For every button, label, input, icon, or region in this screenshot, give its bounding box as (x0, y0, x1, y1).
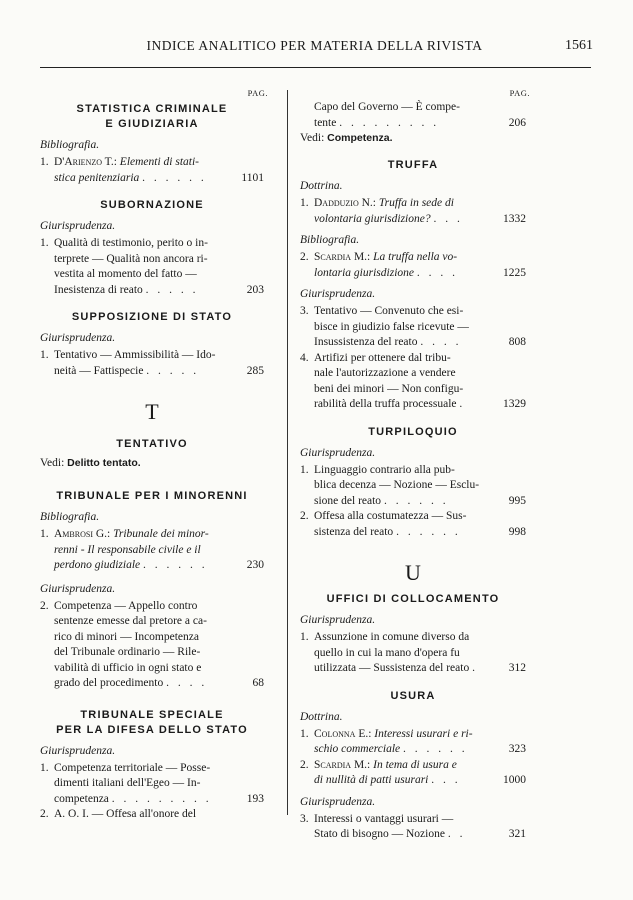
entry-text: Insussistenza del reato (314, 336, 418, 348)
entry-text: Interessi usurari e ri- (374, 727, 473, 740)
index-entry (300, 463, 526, 510)
entry-text: Linguaggio contrario alla pub- (314, 463, 455, 476)
subheading: Giurisprudenza. (40, 744, 116, 757)
leader-dots: . . . . . . (383, 494, 449, 507)
entry-text: sentenze emesse dal pretore a ca- (54, 615, 207, 627)
entry-text: Capo del Governo — È compe- (314, 101, 460, 113)
see-also-ref: Competenza. (327, 132, 393, 144)
entry-number: 2. (40, 808, 49, 820)
page-ref: 1329 (503, 398, 526, 410)
entry-text: A. O. I. — Offesa all'onore del (54, 808, 197, 820)
subheading: Giurisprudenza. (40, 582, 116, 595)
entry-text: quello in cui la mano d'opera fu (314, 646, 460, 659)
entry-text: vabilità di ufficio in ogni stato e (54, 661, 202, 674)
leader-dots: . . . (433, 212, 463, 225)
section-title (40, 708, 264, 738)
index-entry (300, 304, 526, 351)
pag-label: PAG. (247, 88, 268, 98)
leader-dots: . . . (431, 774, 461, 786)
entry-text: Inesistenza di reato (54, 283, 143, 296)
page-ref: 808 (508, 336, 526, 348)
leader-dots: . . . . (416, 266, 458, 279)
leader-dots: . . . . (166, 677, 208, 689)
subheading: Giurisprudenza. (300, 446, 376, 459)
entry-number: 2. (300, 758, 309, 771)
index-entry (40, 761, 264, 808)
index-entry (300, 727, 526, 758)
see-also-ref: Delitto tentato. (67, 457, 141, 469)
entry-text: sione del reato (314, 494, 382, 507)
page-ref: 193 (246, 792, 264, 805)
subheading: Giurisprudenza. (300, 614, 376, 626)
entry-text: nale l'autorizzazione a vendere (314, 367, 456, 379)
section-title-line: TRIBUNALE SPECIALE (80, 708, 224, 721)
page-ref: 1000 (503, 774, 526, 786)
section-title: SUBORNAZIONE (100, 199, 204, 211)
index-entry (300, 812, 526, 843)
entry-number: 1. (40, 156, 49, 168)
entry-text: di nullità di patti usurari (314, 774, 429, 786)
column-divider (287, 90, 288, 815)
entry-number: 1. (40, 761, 49, 774)
section-title: TRUFFA (387, 159, 439, 171)
page-ref: 1332 (503, 212, 526, 225)
subheading: Giurisprudenza. (40, 332, 116, 344)
leader-dots: . (472, 662, 478, 674)
page-ref: 312 (508, 662, 526, 674)
section-title (40, 102, 264, 132)
entry-text: In tema di usura e (373, 758, 457, 771)
section-title: UFFICI DI COLLOCAMENTO (326, 593, 500, 605)
entry-number: 4. (300, 351, 309, 364)
subheading: Giurisprudenza. (300, 288, 376, 300)
entry-author: Scardia M.: (314, 758, 371, 771)
entry-text: La truffa nella vo- (373, 251, 458, 263)
entry-author: D'Arienzo T.: (54, 156, 117, 168)
entry-text: Elementi di stati- (119, 156, 200, 168)
entry-text: Competenza territoriale — Posse- (54, 761, 211, 774)
leader-dots: . . . . . (145, 283, 199, 296)
entry-text: Artifizi per ottenere dal tribu- (314, 351, 451, 364)
index-entry (300, 351, 526, 413)
see-also (40, 456, 264, 471)
entry-text: vestita al momento del fatto — (54, 268, 197, 280)
header-rule (40, 67, 591, 68)
leader-dots: . . . . . . . . . (339, 116, 440, 129)
section-title: TRIBUNALE PER I MINORENNI (56, 490, 248, 502)
leader-dots: . . . . . . (403, 743, 468, 755)
letter-heading: U (405, 560, 421, 585)
entry-text: Truffa in sede di (378, 197, 454, 209)
index-entry (300, 509, 526, 540)
leader-dots: . . . . (420, 336, 462, 348)
subheading: Bibliografia. (40, 139, 100, 151)
entry-text: rabilità della truffa processuale (314, 398, 457, 410)
entry-text: neità — Fattispecie (54, 364, 144, 377)
entry-number: 1. (40, 237, 49, 249)
index-entry (300, 630, 526, 677)
entry-number: 2. (300, 510, 309, 522)
entry-text: beni dei minori — Non configu- (314, 382, 464, 395)
page-ref: 995 (508, 494, 526, 507)
subheading: Giurisprudenza. (300, 795, 376, 808)
leader-dots: . . . . . . (143, 559, 208, 571)
index-entry (300, 758, 526, 789)
page-header-title: INDICE ANALITICO PER MATERIA DELLA RIVISTA (146, 38, 483, 53)
entry-number: 3. (300, 305, 309, 317)
page-ref: 1101 (241, 171, 264, 184)
left-column (40, 88, 268, 823)
page-ref: 321 (508, 828, 526, 840)
see-also (300, 131, 526, 146)
entry-text: terprete — Qualità non ancora ri- (54, 252, 208, 265)
entry-number: 2. (40, 599, 49, 612)
index-entry (40, 236, 264, 298)
entry-text: Tribunale dei minor- (113, 528, 209, 540)
entry-text: schio commerciale (314, 743, 401, 755)
subheading: Dottrina. (300, 710, 343, 723)
letter-heading: T (145, 399, 159, 424)
index-entry-continued (300, 100, 526, 131)
entry-text: competenza (54, 792, 109, 805)
entry-text: Tentativo — Ammissibilità — Ido- (54, 349, 216, 361)
section-title-line: E GIUDIZIARIA (105, 118, 199, 130)
page-ref: 230 (246, 559, 264, 571)
entry-number: 1. (300, 197, 309, 209)
page-ref: 285 (246, 364, 264, 377)
section-title-line: STATISTICA CRIMINALE (76, 103, 228, 115)
index-entry (40, 527, 264, 574)
entry-text: Tentativo — Convenuto che esi- (314, 305, 464, 317)
leader-dots: . . . . . . . . . (111, 792, 212, 805)
page-ref: 68 (252, 677, 264, 689)
subheading: Bibliografia. (300, 234, 360, 246)
entry-text: rico di minori — Incompetenza (54, 630, 199, 643)
entry-text: renni - Il responsabile civile e il (54, 543, 201, 556)
entry-text: Assunzione in comune diverso da (314, 631, 470, 643)
entry-number: 1. (40, 349, 49, 361)
right-column (300, 88, 530, 843)
page-ref: 206 (508, 116, 526, 129)
leader-dots: . . . . . (146, 364, 200, 377)
entry-text: grado del procedimento (54, 677, 164, 689)
page-ref: 323 (508, 743, 526, 755)
entry-text: bisce in giudizio false ricevute — (314, 320, 469, 333)
entry-number: 2. (300, 251, 309, 263)
entry-number: 3. (300, 812, 309, 825)
leader-dots: . . (447, 828, 466, 840)
entry-text: tente (314, 116, 337, 129)
page-ref: 1225 (503, 266, 526, 279)
entry-text: stica penitenziaria (54, 171, 140, 184)
entry-number: 1. (300, 631, 309, 643)
entry-text: Qualità di testimonio, perito o in- (54, 237, 208, 249)
entry-author: Ambrosi G.: (54, 528, 111, 540)
pag-label: PAG. (509, 88, 530, 98)
section-title-line: PER LA DIFESA DELLO STATO (56, 723, 248, 736)
entry-number: 1. (40, 528, 49, 540)
leader-dots: . . . . . . (142, 171, 207, 184)
entry-text: del Tribunale ordinario — Rile- (54, 646, 201, 658)
section-title: TURPILOQUIO (368, 425, 458, 438)
see-also-label: Vedi: (40, 457, 65, 469)
entry-text: perdono giudiziale (54, 559, 141, 571)
see-also-label: Vedi: (300, 132, 325, 144)
entry-text: utilizzata — Sussistenza del reato (314, 662, 470, 674)
subheading: Giurisprudenza. (40, 220, 116, 232)
running-head (36, 38, 593, 60)
entry-text: blica decenza — Nozione — Esclu- (314, 479, 480, 491)
index-entry (40, 807, 264, 823)
subheading: Bibliografia. (40, 511, 100, 523)
page-number: 1561 (565, 38, 593, 53)
index-entry (300, 196, 526, 227)
entry-number: 1. (300, 727, 309, 740)
page-ref: 203 (246, 283, 264, 296)
entry-text: Interessi o vantaggi usurari — (314, 812, 454, 825)
entry-text: volontaria giurisdizione? (314, 212, 431, 225)
entry-number: 1. (300, 463, 309, 476)
entry-text: lontaria giurisdizione (314, 266, 414, 279)
entry-text: Competenza — Appello contro (54, 599, 198, 612)
entry-author: Scardia M.: (314, 251, 371, 263)
entry-text: sistenza del reato (314, 525, 394, 538)
leader-dots: . (459, 398, 466, 410)
entry-text: dimenti italiani dell'Egeo — In- (54, 777, 201, 789)
index-entry (40, 155, 264, 186)
section-title: TENTATIVO (116, 438, 188, 450)
index-entry (40, 348, 264, 379)
index-entry (300, 250, 526, 281)
section-title: SUPPOSIZIONE DI STATO (71, 311, 233, 323)
page-ref: 998 (508, 525, 526, 538)
index-entry (40, 599, 264, 692)
subheading: Dottrina. (300, 180, 343, 192)
entry-text: Offesa alla costumatezza — Sus- (314, 510, 467, 522)
leader-dots: . . . . . . (396, 525, 461, 538)
entry-text: Stato di bisogno — Nozione (314, 828, 445, 840)
entry-author: Colonna E.: (314, 727, 372, 740)
section-title: USURA (390, 689, 436, 702)
entry-author: Dadduzio N.: (314, 197, 376, 209)
